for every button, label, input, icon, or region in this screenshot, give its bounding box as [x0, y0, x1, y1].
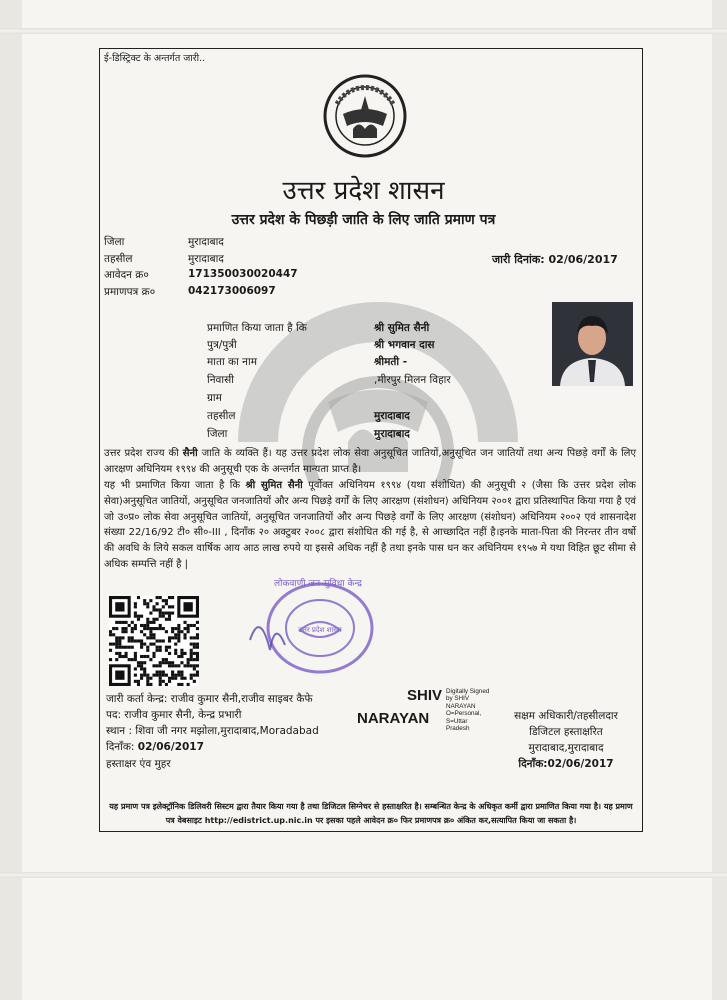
official-stamp	[240, 570, 380, 680]
caste-paragraph-a: उत्तर प्रदेश राज्य की	[104, 448, 179, 459]
signature-label: हस्ताक्षर एंव मुहर	[106, 758, 171, 770]
issuer-date-value: 02/06/2017	[137, 741, 204, 753]
issuer-post: पद: राजीव कुमार सैनी, केन्द्र प्रभारी	[106, 709, 242, 721]
signer-name-line2: NARAYAN	[357, 710, 430, 727]
up-government-emblem-icon	[323, 74, 407, 158]
verification-footer: यह प्रमाण पत्र इलेक्ट्रॉनिक डिलिवरी सिस्टम द्वारा तैयार किया गया है तथा डिजिटल सिग्नेचर से हस्ताक्षरित है। सम्बन्धित केन्द्र के अधिकृत कर्मी द्वारा प्रमाणित किया गया है। यह प्रमाण पत्र वेबसाइट http://edistrict.up.nic.in पर इसका पहले आवेदन क्र० फिर प्रमाणपत्र क्र० अंकित कर,सत्यापित किया जा सकता है।	[109, 802, 633, 825]
application-label: आवेदन क्र०	[104, 269, 149, 281]
issuer-date-label: दिनाँक:	[106, 741, 135, 753]
signature-detail-line: NARAYAN	[446, 702, 476, 710]
applicant-name: श्री सुमित सैनी	[245, 480, 303, 491]
caste-name: सैनी	[182, 448, 198, 459]
applicant-photo	[552, 302, 633, 386]
application-number: 171350030020447	[188, 268, 298, 280]
details-value: श्रीमती -	[374, 356, 408, 368]
paper-fold	[0, 872, 727, 878]
person-photo-icon	[552, 302, 633, 386]
stamp-text: लोकवाणी जन-सुविधा केन्द्र	[274, 579, 362, 589]
certificate-number: 042173006097	[188, 285, 276, 297]
certificate-subtitle: उत्तर प्रदेश के पिछड़ी जाति के लिए जाति प्रमाण पत्र	[231, 212, 496, 228]
certification-paragraph-a: यह भी प्रमाणित किया जाता है कि	[104, 480, 241, 491]
details-label: ग्राम	[207, 392, 222, 404]
signature-detail-line: O=Personal,	[446, 710, 482, 718]
details-value: मुरादाबाद	[374, 428, 410, 440]
certificate-label: प्रमाणपत्र क्र०	[104, 286, 156, 298]
details-value: मुरादाबाद	[374, 410, 410, 422]
details-label: पुत्र/पुत्री	[207, 339, 237, 351]
authority-digital-signed: डिजिटल हस्ताक्षरित	[529, 726, 603, 738]
details-label: जिला	[207, 428, 228, 440]
certification-paragraph-b: पूर्वोक्त अधिनियम १९९४ (यथा संशोधित) की अनुसूची २ (जैसा कि उत्तर प्रदेश लोक सेवा)अनुसूचित जातियों, अनुसूचित जनजातियों और अन्य पिछड़े वर्गों के लिए आरक्षण (संशोधन) अधिनियम २००१ द्वारा प्रतिस्थापित किया गया है एवं जो उ०प्र० लोक सेवा अनुसूचित जातियों, अनुसूचित जनजातियों और अन्य पिछड़े वर्गों के लिए आरक्षण (संशोधन) अधिनियम २००२ एवं शासनादेश संख्या 22/16/92 टी० सी०-III , दिनाँक २० अक्टुबर २००८ द्वारा संशोधित की गई है, से आच्छादित नहीं है।इनके माता-पिता की निरन्तर तीन वर्षो की अवधि के लिये सकल वार्षिक आय आठ लाख रुपये या इससे अधिक नहीं है तथा इनके पास धन कर अधिनियम १९५७ मे यथा विहित छूट सीमा से अधिक सम्पत्ति नहीं है |	[104, 480, 636, 570]
authority-location: मुरादाबाद,मुरादाबाद	[528, 742, 604, 754]
issuer-center: जारी कर्ता केन्द्र: राजीव कुमार सैनी,राजीव साइबर कैफे	[106, 693, 313, 705]
signature-detail-line: S=Uttar	[446, 717, 468, 725]
caste-paragraph-b: जाति के व्यक्ति हैं। यह उत्तर प्रदेश लोक सेवा अनुसूचित जातियों,अनुसूचित जन जातियों तथा अन्य पिछड़े वर्गों के लिए आरक्षण अधिनियम १९९४ की अनुसूची एक के अन्तर्गत मान्यता प्राप्त है।	[104, 448, 636, 475]
details-label: निवासी	[207, 374, 234, 386]
issuer-place: स्थान : शिवा जी नगर मझोला,मुरादाबाद,Moradabad	[106, 725, 319, 737]
tehsil-value: मुरादाबाद	[188, 253, 224, 265]
caste-paragraph	[104, 446, 636, 478]
signature-details	[446, 688, 489, 732]
signer-name-line1: SHIV	[407, 687, 443, 704]
issue-date-value: 02/06/2017	[548, 253, 618, 266]
page-title: उत्तर प्रदेश शासन	[282, 176, 445, 206]
authority-date: दिनाँक:02/06/2017	[518, 758, 614, 770]
qr-code-icon	[109, 596, 199, 686]
issue-date-label: जारी दिनांक:	[492, 253, 545, 266]
certification-paragraph	[104, 478, 636, 573]
details-value: ,मीरपुर मिलन विहार	[374, 374, 451, 386]
details-label: तहसील	[207, 410, 236, 422]
signature-detail-line: Pradesh	[446, 725, 470, 733]
issuer-date	[106, 740, 204, 754]
issue-date	[492, 252, 618, 267]
details-value: श्री भगवान दास	[374, 339, 435, 351]
details-label: माता का नाम	[207, 356, 257, 368]
details-value: श्री सुमित सैनी	[374, 322, 430, 334]
authority-designation: सक्षम अधिकारी/तहसीलदार	[514, 710, 618, 722]
signature-detail-line: Digitally Signed	[446, 688, 490, 695]
district-value: मुरादाबाद	[188, 236, 224, 248]
header-note: ई-डिस्ट्रिक्ट के अन्तर्गत जारी..	[104, 53, 206, 64]
paper-fold	[0, 28, 727, 34]
signature-detail-line: by SHIV	[446, 695, 470, 703]
district-label: जिला	[104, 236, 125, 248]
stamp-text: उत्तर प्रदेश शासन	[298, 626, 342, 634]
details-label: प्रमाणित किया जाता है कि	[207, 322, 307, 334]
tehsil-label: तहसील	[104, 253, 133, 265]
